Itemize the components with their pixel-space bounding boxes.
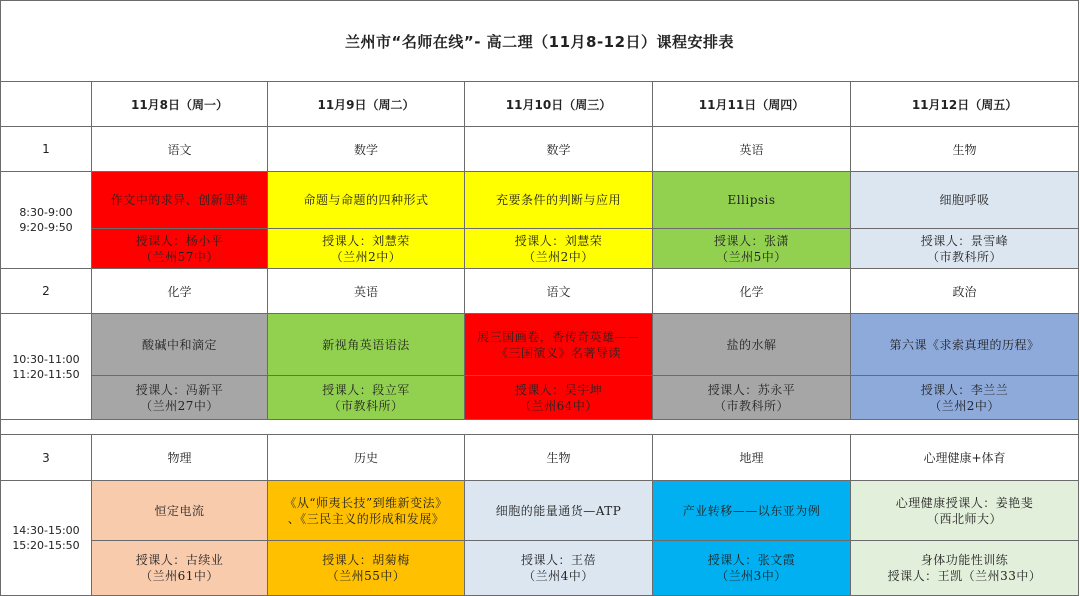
lesson-teacher-tue bbox=[268, 376, 465, 420]
lesson-topic-mon bbox=[92, 314, 268, 376]
time-slot-line: 14:30-15:00 bbox=[12, 524, 80, 537]
page-title: 兰州市“名师在线”- 高二理（11月8-12日）课程安排表 bbox=[1, 1, 1079, 82]
lesson-topic-wed bbox=[465, 172, 653, 229]
time-slot bbox=[1, 481, 92, 596]
lesson-teacher-line: （市教科所） bbox=[927, 249, 1003, 264]
lesson-topic-line: 恒定电流 bbox=[154, 503, 205, 518]
lesson-topic-fri bbox=[851, 481, 1079, 541]
lesson-teacher-line: 授课人：刘慧荣 bbox=[514, 233, 603, 248]
time-slot-line: 15:20-15:50 bbox=[12, 539, 80, 552]
lesson-teacher-line: 授课人：苏永平 bbox=[707, 382, 796, 397]
lesson-teacher-line: （兰州27中） bbox=[140, 398, 219, 413]
subject-cell-mon: 语文 bbox=[92, 127, 268, 172]
lesson-teacher-line: （兰州64中） bbox=[519, 398, 598, 413]
subject-cell-thu: 化学 bbox=[653, 269, 851, 314]
period-number: 3 bbox=[1, 435, 92, 481]
lesson-teacher-wed bbox=[465, 541, 653, 596]
topic-row bbox=[1, 172, 1079, 229]
lesson-teacher-line: （兰州2中） bbox=[330, 249, 402, 264]
lesson-topic-line: 充要条件的判断与应用 bbox=[495, 193, 621, 207]
lesson-topic-line: 新视角英语语法 bbox=[322, 337, 410, 352]
teacher-row bbox=[1, 541, 1079, 596]
lesson-topic-line: 作文中的求异、创新思维 bbox=[110, 193, 249, 207]
time-slot bbox=[1, 172, 92, 269]
time-slot bbox=[1, 314, 92, 420]
lesson-topic-line: 《从“师夷长技”到维新变法》 bbox=[284, 495, 448, 510]
lesson-topic-line: 命题与命题的四种形式 bbox=[303, 193, 429, 207]
lesson-topic-mon bbox=[92, 481, 268, 541]
lesson-teacher-line: 授课人：王蓓 bbox=[520, 553, 596, 567]
lesson-topic-wed bbox=[465, 481, 653, 541]
lesson-topic-tue bbox=[268, 172, 465, 229]
date-header-row bbox=[1, 82, 1079, 127]
lesson-topic-line: Ellipsis bbox=[727, 193, 776, 207]
lesson-teacher-line: （市教科所） bbox=[713, 398, 789, 413]
subject-cell-fri: 政治 bbox=[851, 269, 1079, 314]
lesson-teacher-fri bbox=[851, 541, 1079, 596]
lesson-teacher-line: （兰州3中） bbox=[716, 569, 787, 583]
lesson-teacher-line: 授课人：杨小平 bbox=[135, 233, 224, 248]
lesson-teacher-line: 授课人：李兰兰 bbox=[920, 382, 1009, 397]
spacer-row bbox=[1, 420, 1079, 435]
date-header-wed: 11月10日（周三） bbox=[465, 82, 653, 127]
lesson-teacher-wed bbox=[465, 229, 653, 269]
lesson-topic-line: 展三国画卷，香传奇英雄—— bbox=[477, 329, 640, 344]
corner-cell bbox=[1, 82, 92, 127]
lesson-topic-line: 细胞的能量通货—ATP bbox=[495, 503, 622, 518]
lesson-teacher-fri bbox=[851, 376, 1079, 420]
lesson-teacher-line: 授课人：王凯（兰州33中） bbox=[887, 569, 1042, 583]
time-slot-line: 10:30-11:00 bbox=[12, 352, 80, 366]
lesson-teacher-line: 授课人：景雪峰 bbox=[920, 233, 1009, 248]
lesson-topic-line: 《三国演义》名著导读 bbox=[495, 345, 621, 360]
lesson-topic-mon bbox=[92, 172, 268, 229]
lesson-teacher-thu bbox=[653, 541, 851, 596]
lesson-teacher-line: 授课人：张潇 bbox=[713, 233, 789, 248]
subject-cell-tue: 英语 bbox=[268, 269, 465, 314]
date-header-mon: 11月8日（周一） bbox=[92, 82, 268, 127]
subject-row bbox=[1, 269, 1079, 314]
subject-cell-thu: 地理 bbox=[653, 435, 851, 481]
subject-cell-tue: 历史 bbox=[268, 435, 465, 481]
lesson-topic-line: 盐的水解 bbox=[726, 337, 777, 352]
lesson-teacher-tue bbox=[268, 229, 465, 269]
date-header-tue: 11月9日（周二） bbox=[268, 82, 465, 127]
period-number: 2 bbox=[1, 269, 92, 314]
lesson-topic-line: 酸碱中和滴定 bbox=[141, 337, 217, 352]
lesson-topic-fri bbox=[851, 314, 1079, 376]
time-slot-line: 11:20-11:50 bbox=[12, 367, 80, 381]
lesson-topic-tue bbox=[268, 481, 465, 541]
lesson-teacher-line: 授课人：刘慧荣 bbox=[322, 233, 410, 248]
lesson-teacher-mon bbox=[92, 229, 268, 269]
lesson-teacher-line: 身体功能性训练 bbox=[920, 553, 1009, 567]
lesson-teacher-line: 授课人：段立军 bbox=[322, 382, 410, 397]
lesson-teacher-line: 授课人：冯新平 bbox=[135, 382, 224, 397]
lesson-teacher-mon bbox=[92, 541, 268, 596]
lesson-topic-line: 产业转移——以东亚为例 bbox=[682, 503, 821, 518]
lesson-teacher-fri bbox=[851, 229, 1079, 269]
lesson-teacher-line: （兰州2中） bbox=[523, 249, 594, 264]
lesson-teacher-line: （兰州57中） bbox=[140, 249, 219, 264]
lesson-teacher-tue bbox=[268, 541, 465, 596]
date-header-thu: 11月11日（周四） bbox=[653, 82, 851, 127]
subject-cell-wed: 语文 bbox=[465, 269, 653, 314]
teacher-row bbox=[1, 376, 1079, 420]
lesson-topic-line: （西北师大） bbox=[927, 511, 1003, 526]
subject-cell-tue: 数学 bbox=[268, 127, 465, 172]
lesson-teacher-wed bbox=[465, 376, 653, 420]
period-number: 1 bbox=[1, 127, 92, 172]
subject-cell-fri: 生物 bbox=[851, 127, 1079, 172]
lesson-topic-thu bbox=[653, 314, 851, 376]
lesson-topic-tue bbox=[268, 314, 465, 376]
lesson-teacher-line: （兰州61中） bbox=[140, 569, 219, 583]
subject-cell-thu: 英语 bbox=[653, 127, 851, 172]
lesson-topic-wed bbox=[465, 314, 653, 376]
lesson-topic-fri bbox=[851, 172, 1079, 229]
subject-row bbox=[1, 127, 1079, 172]
lesson-topic-line: 心理健康授课人：姜艳斐 bbox=[895, 495, 1034, 510]
lesson-teacher-line: 授课人：胡菊梅 bbox=[322, 553, 410, 567]
lesson-teacher-line: 授课人：吴宇坤 bbox=[514, 382, 603, 397]
lesson-topic-line: 、《三民主义的形成和发展》 bbox=[287, 511, 445, 526]
lesson-teacher-line: 授课人：张文霞 bbox=[707, 553, 796, 567]
subject-row bbox=[1, 435, 1079, 481]
subject-cell-mon: 物理 bbox=[92, 435, 268, 481]
lesson-teacher-thu bbox=[653, 229, 851, 269]
lesson-topic-line: 第六课《求索真理的历程》 bbox=[889, 337, 1040, 352]
subject-cell-fri: 心理健康+体育 bbox=[851, 435, 1079, 481]
lesson-teacher-line: 授课人：古续业 bbox=[135, 553, 224, 567]
lesson-teacher-line: （兰州55中） bbox=[326, 569, 406, 583]
topic-row bbox=[1, 314, 1079, 376]
lesson-teacher-line: （兰州5中） bbox=[716, 249, 787, 264]
subject-cell-mon: 化学 bbox=[92, 269, 268, 314]
lesson-topic-thu bbox=[653, 172, 851, 229]
lesson-teacher-thu bbox=[653, 376, 851, 420]
time-slot-line: 8:30-9:00 bbox=[19, 206, 73, 219]
title-row bbox=[1, 1, 1079, 82]
lesson-topic-thu bbox=[653, 481, 851, 541]
spacer-cell bbox=[1, 420, 1079, 435]
date-header-fri: 11月12日（周五） bbox=[851, 82, 1079, 127]
subject-cell-wed: 生物 bbox=[465, 435, 653, 481]
lesson-teacher-line: （兰州4中） bbox=[523, 569, 594, 583]
lesson-teacher-line: （兰州2中） bbox=[929, 398, 1000, 413]
topic-row bbox=[1, 481, 1079, 541]
time-slot-line: 9:20-9:50 bbox=[19, 221, 73, 234]
lesson-teacher-mon bbox=[92, 376, 268, 420]
teacher-row bbox=[1, 229, 1079, 269]
lesson-topic-line: 细胞呼吸 bbox=[939, 193, 990, 207]
lesson-teacher-line: （市教科所） bbox=[328, 398, 404, 413]
subject-cell-wed: 数学 bbox=[465, 127, 653, 172]
